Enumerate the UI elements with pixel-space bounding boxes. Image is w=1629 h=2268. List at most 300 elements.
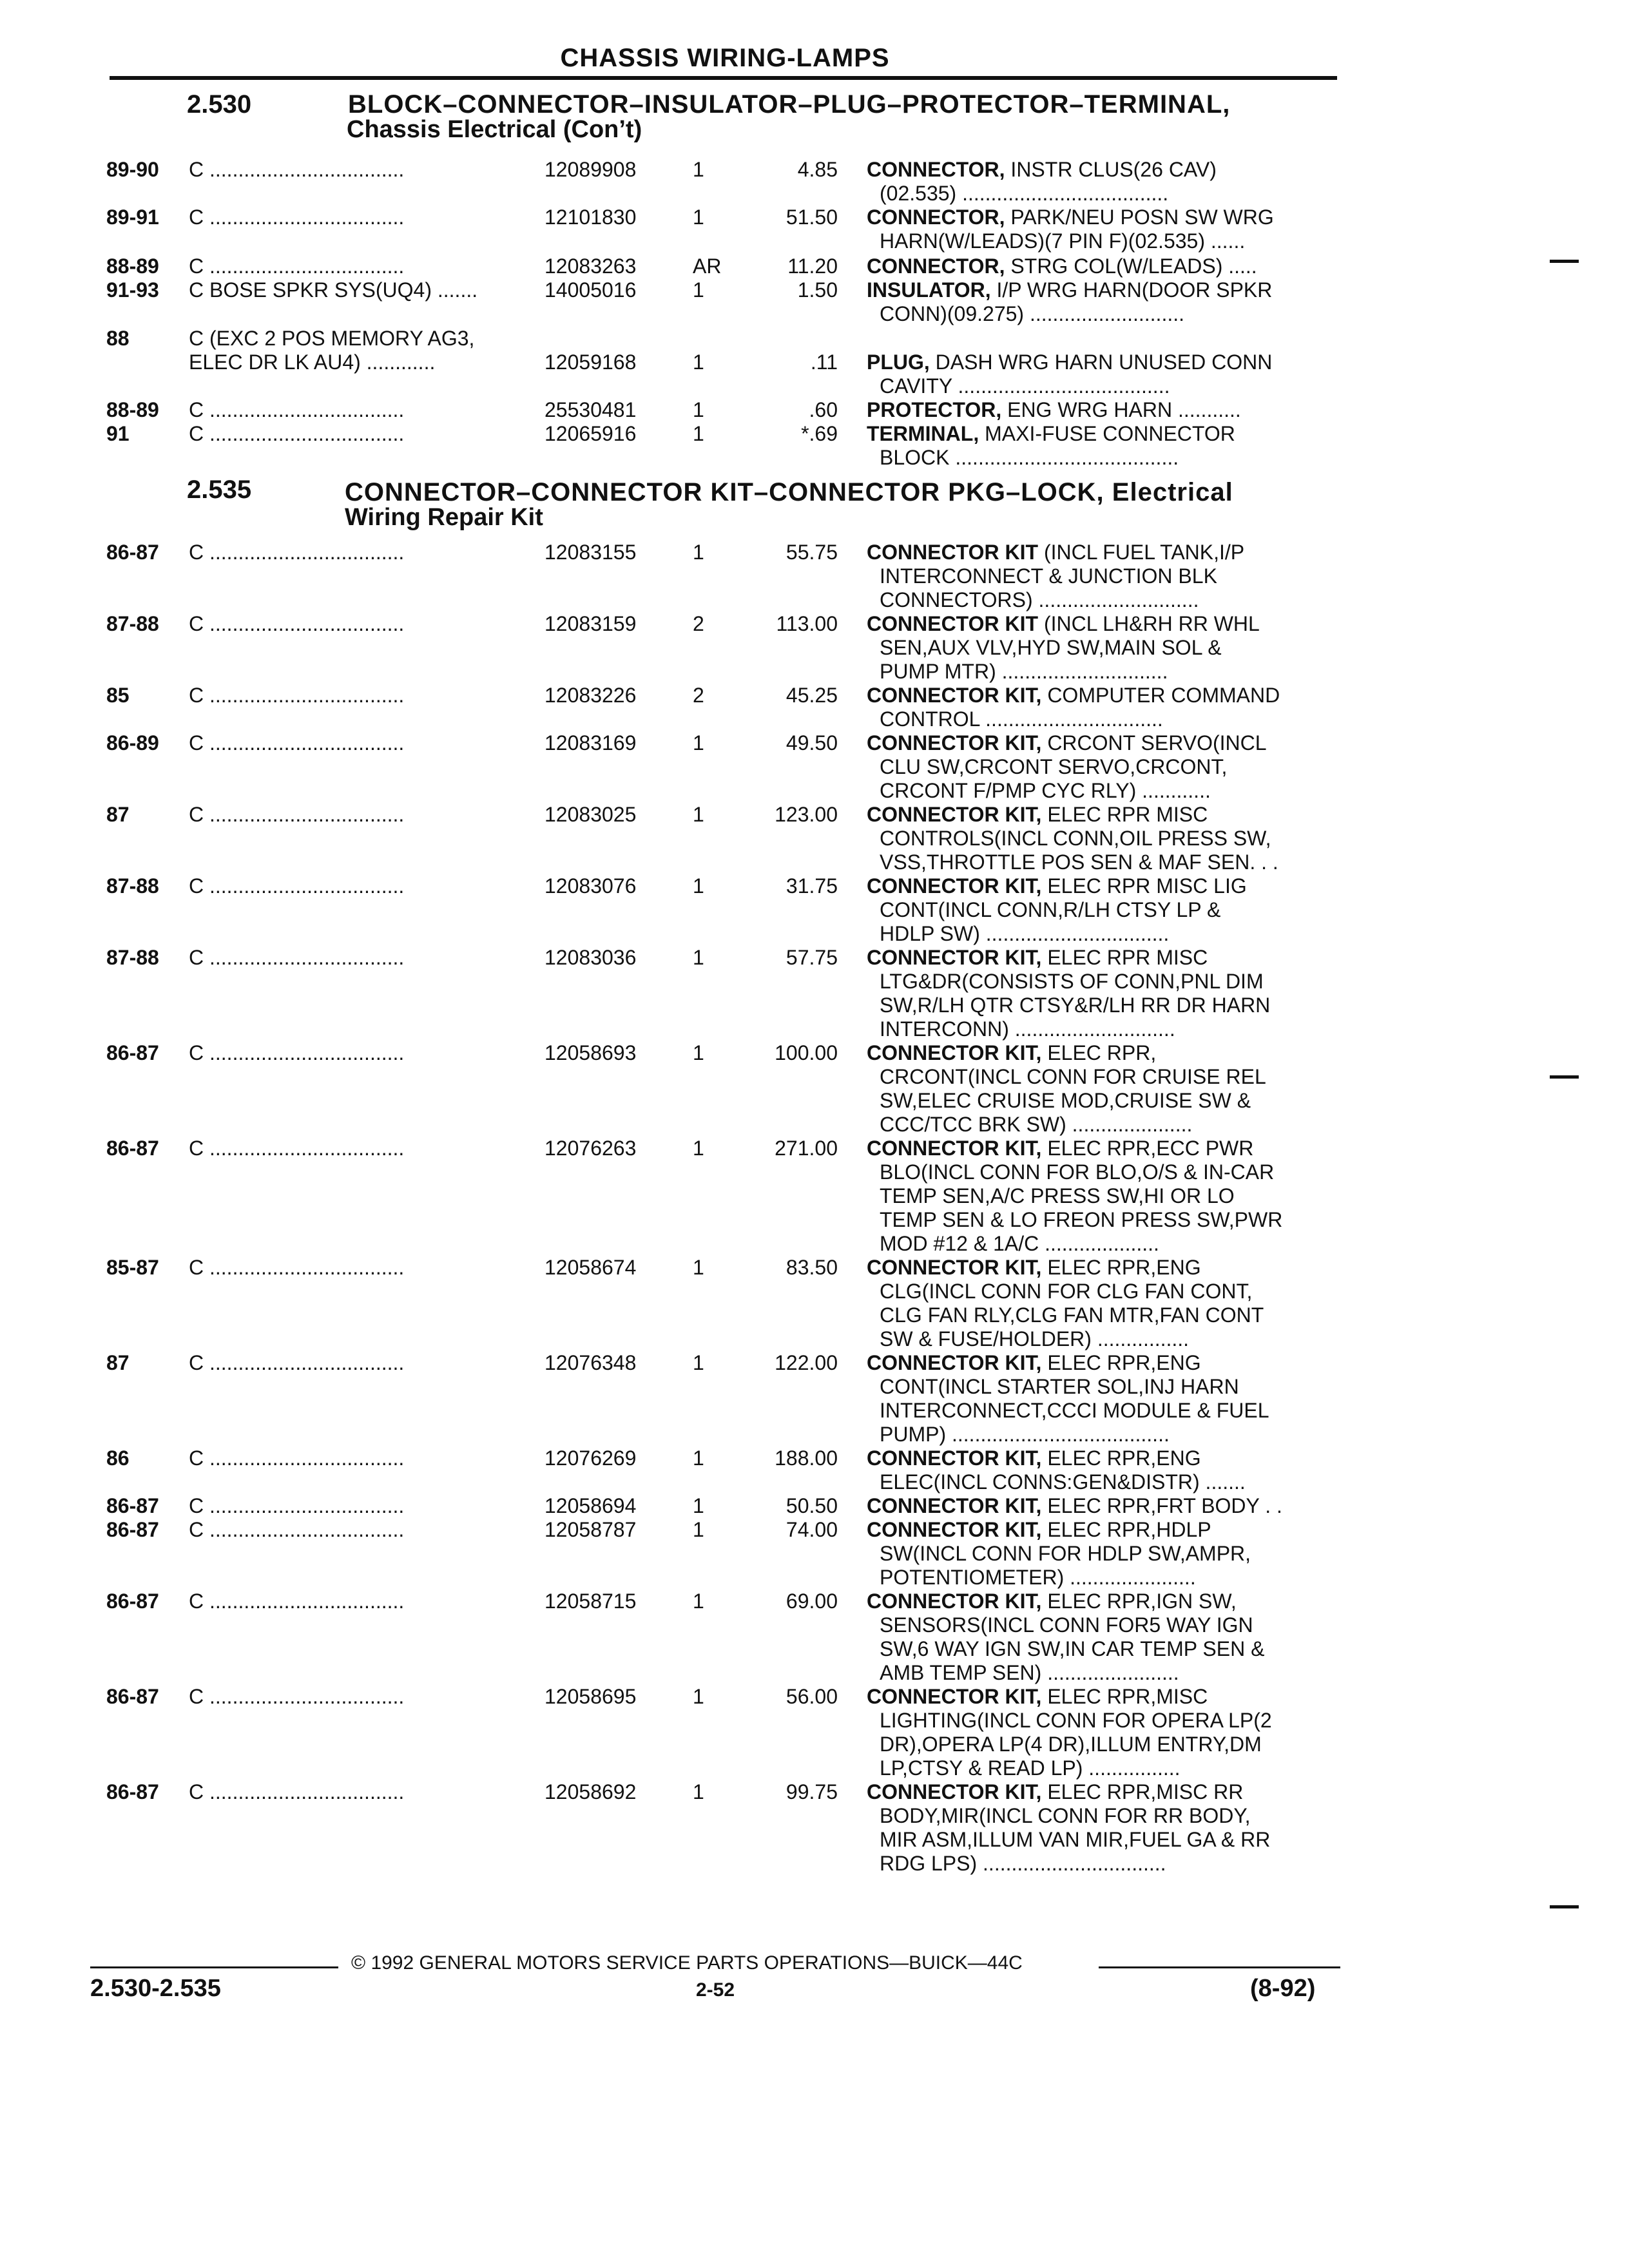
part-detail: INSTR CLUS(26 CAV) — [1005, 158, 1217, 181]
part-number: 12083226 — [545, 684, 637, 707]
quantity: 1 — [693, 1041, 704, 1064]
price: 271.00 — [775, 1137, 838, 1160]
description-continuation-row — [0, 1112, 1629, 1138]
model-years: 87-88 — [106, 946, 159, 969]
description-continuation: PUMP) ...................................... — [880, 1423, 1170, 1446]
price: 83.50 — [786, 1256, 838, 1279]
part-detail: COMPUTER COMMAND — [1041, 684, 1280, 707]
usage-code: C .................................. — [189, 684, 405, 707]
part-number: 12083169 — [545, 731, 637, 754]
description — [867, 540, 1244, 564]
description-continuation-row — [0, 1541, 1629, 1567]
description-continuation-row — [0, 993, 1629, 1019]
description-continuation-row — [0, 229, 1629, 255]
part-detail: ELEC RPR MISC — [1041, 803, 1208, 826]
model-years: 86-87 — [106, 541, 159, 564]
price: 188.00 — [775, 1446, 838, 1470]
part-row — [0, 326, 1629, 352]
usage-code: C .................................. — [189, 398, 405, 421]
price: 69.00 — [786, 1590, 838, 1613]
usage-code: C .................................. — [189, 1446, 405, 1470]
usage-code: C .................................. — [189, 1256, 405, 1279]
description-continuation-row — [0, 1160, 1629, 1186]
usage-code: C .................................. — [189, 1494, 405, 1517]
part-row — [0, 1494, 1629, 1519]
part-detail: (INCL FUEL TANK,I/P — [1038, 541, 1245, 564]
description-continuation: CLU SW,CRCONT SERVO,CRCONT, — [880, 755, 1228, 778]
description — [867, 398, 1241, 422]
part-name: CONNECTOR KIT — [867, 541, 1039, 564]
description-continuation-row — [0, 1756, 1629, 1782]
quantity: 1 — [693, 1256, 704, 1279]
part-detail: ELEC RPR,ENG — [1041, 1446, 1201, 1470]
description-continuation-row — [0, 374, 1629, 399]
description-continuation: LP,CTSY & READ LP) ................ — [880, 1756, 1181, 1780]
price: 122.00 — [775, 1351, 838, 1374]
part-row — [0, 540, 1629, 566]
description — [867, 874, 1247, 898]
quantity: 1 — [693, 1494, 704, 1517]
description-continuation-row — [0, 1803, 1629, 1829]
footer-date-code: (8-92) — [1250, 1975, 1316, 2002]
part-name: CONNECTOR KIT, — [867, 1351, 1042, 1374]
usage-code: C .................................. — [189, 803, 405, 826]
description-continuation: TEMP SEN,A/C PRESS SW,HI OR LO — [880, 1184, 1235, 1207]
part-row — [0, 1350, 1629, 1376]
usage-code: C .................................. — [189, 1041, 405, 1064]
section-title-2535-tail: Electrical — [1112, 478, 1233, 506]
usage-code: C .................................. — [189, 612, 405, 635]
price: 99.75 — [786, 1780, 838, 1803]
page-title: CHASSIS WIRING-LAMPS — [560, 44, 890, 72]
description-continuation: POTENTIOMETER) ...................... — [880, 1566, 1196, 1589]
description-continuation-row — [0, 1374, 1629, 1400]
part-name: CONNECTOR KIT, — [867, 684, 1042, 707]
model-years: 89-91 — [106, 206, 159, 229]
part-number: 12076269 — [545, 1446, 637, 1470]
description — [867, 1136, 1253, 1160]
price: .11 — [810, 351, 838, 374]
description — [867, 157, 1217, 182]
description-continuation-row — [0, 754, 1629, 780]
description-continuation-row — [0, 1732, 1629, 1758]
part-number: 12058693 — [545, 1041, 637, 1064]
model-years: 86-87 — [106, 1590, 159, 1613]
description-continuation: SENSORS(INCL CONN FOR5 WAY IGN — [880, 1613, 1253, 1637]
description-continuation: LIGHTING(INCL CONN FOR OPERA LP(2 — [880, 1709, 1272, 1732]
part-name: TERMINAL, — [867, 422, 979, 445]
description-continuation-row — [0, 1398, 1629, 1424]
usage-code: C .................................. — [189, 1685, 405, 1708]
description-continuation-row — [0, 1207, 1629, 1233]
model-years: 86-89 — [106, 731, 159, 754]
part-row — [0, 683, 1629, 709]
description-continuation: INTERCONN) ............................ — [880, 1017, 1175, 1041]
quantity: 1 — [693, 874, 704, 898]
description-continuation-row — [0, 1827, 1629, 1853]
part-name: CONNECTOR, — [867, 255, 1005, 278]
description-continuation: PUMP MTR) ............................. — [880, 660, 1168, 683]
usage-code: C .................................. — [189, 1137, 405, 1160]
model-years: 86-87 — [106, 1780, 159, 1803]
description-continuation-row — [0, 1708, 1629, 1734]
description-continuation-row — [0, 826, 1629, 852]
margin-mark — [1550, 1075, 1579, 1079]
part-number: 12083155 — [545, 541, 637, 564]
description-continuation: DR),OPERA LP(4 DR),ILLUM ENTRY,DM — [880, 1733, 1262, 1756]
usage-code: C .................................. — [189, 731, 405, 754]
description-continuation: INTERCONNECT & JUNCTION BLK — [880, 564, 1217, 588]
part-name: CONNECTOR KIT, — [867, 874, 1042, 898]
description-continuation-row — [0, 1660, 1629, 1686]
description — [867, 683, 1280, 707]
description-continuation-row — [0, 1327, 1629, 1352]
model-years: 86 — [106, 1446, 130, 1470]
description — [867, 731, 1267, 755]
usage-code: C .................................. — [189, 158, 405, 181]
description-continuation: MOD #12 & 1A/C .................... — [880, 1232, 1159, 1255]
model-years: 88-89 — [106, 255, 159, 278]
description-continuation: ELEC(INCL CONNS:GEN&DISTR) ....... — [880, 1470, 1246, 1494]
quantity: 1 — [693, 398, 704, 421]
usage-code: C .................................. — [189, 422, 405, 445]
footer-section-range: 2.530-2.535 — [90, 1975, 221, 2002]
part-name: CONNECTOR KIT, — [867, 803, 1042, 826]
margin-mark — [1550, 1905, 1579, 1908]
part-name: PROTECTOR, — [867, 398, 1002, 421]
usage-code: ELEC DR LK AU4) ............ — [189, 351, 436, 374]
description-continuation-row — [0, 1470, 1629, 1495]
part-number: 12058692 — [545, 1780, 637, 1803]
part-number: 12083159 — [545, 612, 637, 635]
part-row — [0, 350, 1629, 376]
quantity: 1 — [693, 1351, 704, 1374]
description-continuation: CONNECTORS) ............................ — [880, 588, 1199, 611]
part-detail: ELEC RPR MISC LIG — [1041, 874, 1247, 898]
description-continuation: SW,R/LH QTR CTSY&R/LH RR DR HARN — [880, 994, 1271, 1017]
part-name: CONNECTOR KIT, — [867, 1137, 1042, 1160]
part-detail: ELEC RPR,ECC PWR — [1041, 1137, 1254, 1160]
section-subtitle-2530: Chassis Electrical (Con’t) — [347, 116, 642, 143]
part-number: 12083036 — [545, 946, 637, 969]
description-continuation: HARN(W/LEADS)(7 PIN F)(02.535) ...... — [880, 229, 1246, 253]
part-name: CONNECTOR KIT, — [867, 731, 1042, 754]
description-continuation-row — [0, 1279, 1629, 1305]
description-continuation: SEN,AUX VLV,HYD SW,MAIN SOL & — [880, 636, 1222, 659]
model-years: 91 — [106, 422, 130, 445]
part-detail: ELEC RPR,ENG — [1041, 1351, 1201, 1374]
part-number: 12076263 — [545, 1137, 637, 1160]
description-continuation: CCC/TCC BRK SW) ..................... — [880, 1113, 1193, 1136]
description-continuation: HDLP SW) ................................ — [880, 922, 1170, 945]
model-years: 86-87 — [106, 1494, 159, 1517]
description-continuation-row — [0, 850, 1629, 876]
description — [867, 421, 1235, 446]
price: 49.50 — [786, 731, 838, 754]
part-row — [0, 398, 1629, 423]
description-continuation: CRCONT(INCL CONN FOR CRUISE REL — [880, 1065, 1266, 1088]
part-number: 12083025 — [545, 803, 637, 826]
part-detail: ENG WRG HARN ........... — [1001, 398, 1241, 421]
part-detail: I/P WRG HARN(DOOR SPKR — [990, 278, 1273, 302]
description-continuation: LTG&DR(CONSISTS OF CONN,PNL DIM — [880, 970, 1264, 993]
price: 11.20 — [787, 255, 838, 278]
part-row — [0, 1684, 1629, 1710]
description — [867, 611, 1260, 636]
part-name: CONNECTOR KIT, — [867, 1446, 1042, 1470]
quantity: 1 — [693, 1590, 704, 1613]
part-number: 12076348 — [545, 1351, 637, 1374]
part-name: CONNECTOR, — [867, 206, 1005, 229]
description-continuation-row — [0, 1422, 1629, 1448]
price: 74.00 — [786, 1518, 838, 1541]
model-years: 88-89 — [106, 398, 159, 421]
margin-mark — [1550, 260, 1579, 263]
model-years: 87 — [106, 803, 130, 826]
description-continuation: CONT(INCL STARTER SOL,INJ HARN — [880, 1375, 1239, 1398]
part-number: 12058695 — [545, 1685, 637, 1708]
description-continuation-row — [0, 302, 1629, 327]
description-continuation-row — [0, 1565, 1629, 1591]
description-continuation: SW(INCL CONN FOR HDLP SW,AMPR, — [880, 1542, 1251, 1565]
price: 56.00 — [786, 1685, 838, 1708]
quantity: 1 — [693, 422, 704, 445]
description-continuation: BLO(INCL CONN FOR BLO,O/S & IN-CAR — [880, 1160, 1275, 1184]
section-title-2530: BLOCK–CONNECTOR–INSULATOR–PLUG–PROTECTOR–TERMINAL, — [348, 90, 1231, 119]
footer-rule-left — [90, 1966, 338, 1968]
part-name: CONNECTOR KIT, — [867, 1685, 1042, 1708]
quantity: 1 — [693, 1137, 704, 1160]
usage-code: C .................................. — [189, 206, 405, 229]
model-years: 86-87 — [106, 1137, 159, 1160]
part-row — [0, 1446, 1629, 1472]
usage-code: C .................................. — [189, 1590, 405, 1613]
description-continuation: CLG(INCL CONN FOR CLG FAN CONT, — [880, 1280, 1253, 1303]
description-continuation-row — [0, 898, 1629, 923]
price: 57.75 — [786, 946, 838, 969]
part-number: 25530481 — [545, 398, 637, 421]
price: .60 — [809, 398, 838, 421]
part-row — [0, 157, 1629, 183]
price: *.69 — [801, 422, 838, 445]
part-detail: ELEC RPR,ENG — [1041, 1256, 1201, 1279]
part-row — [0, 802, 1629, 828]
description-continuation-row — [0, 181, 1629, 207]
price: 55.75 — [786, 541, 838, 564]
quantity: 2 — [693, 684, 704, 707]
price: 123.00 — [775, 803, 838, 826]
description — [867, 1517, 1211, 1542]
price: 113.00 — [776, 612, 838, 635]
part-number: 12089908 — [545, 158, 637, 181]
part-name: CONNECTOR KIT, — [867, 1518, 1042, 1541]
part-number: 12083076 — [545, 874, 637, 898]
part-detail: MAXI-FUSE CONNECTOR — [979, 422, 1235, 445]
description-continuation: SW,6 WAY IGN SW,IN CAR TEMP SEN & — [880, 1637, 1265, 1660]
description-continuation-row — [0, 1637, 1629, 1662]
part-number: 12083263 — [545, 255, 637, 278]
section-title-2535-main: CONNECTOR–CONNECTOR KIT–CONNECTOR PKG–LOCK, — [345, 478, 1104, 506]
header-rule — [110, 76, 1337, 80]
part-number: 12058715 — [545, 1590, 637, 1613]
price: 1.50 — [797, 278, 838, 302]
part-row — [0, 1136, 1629, 1162]
section-number-2530: 2.530 — [187, 90, 252, 119]
description — [867, 1494, 1282, 1518]
part-detail: ELEC RPR,FRT BODY . . — [1041, 1494, 1282, 1517]
description-continuation: CONN)(09.275) ........................... — [880, 302, 1184, 325]
description — [867, 1350, 1201, 1375]
part-detail: ELEC RPR, — [1041, 1041, 1157, 1064]
part-row — [0, 945, 1629, 971]
model-years: 85-87 — [106, 1256, 159, 1279]
description-continuation-row — [0, 707, 1629, 733]
model-years: 86-87 — [106, 1518, 159, 1541]
footer-copyright: © 1992 GENERAL MOTORS SERVICE PARTS OPERATIONS—BUICK—44C — [351, 1952, 1023, 1974]
section-subtitle-2535: Wiring Repair Kit — [345, 504, 543, 531]
part-detail: PARK/NEU POSN SW WRG — [1005, 206, 1274, 229]
part-row — [0, 205, 1629, 231]
model-years: 87-88 — [106, 874, 159, 898]
part-name: CONNECTOR KIT, — [867, 946, 1042, 969]
part-detail: ELEC RPR,IGN SW, — [1041, 1590, 1237, 1613]
quantity: 1 — [693, 158, 704, 181]
description-continuation: VSS,THROTTLE POS SEN & MAF SEN. . . — [880, 850, 1278, 874]
description-continuation: CLG FAN RLY,CLG FAN MTR,FAN CONT — [880, 1303, 1264, 1327]
description — [867, 802, 1208, 827]
description-continuation-row — [0, 1303, 1629, 1329]
part-name: CONNECTOR KIT, — [867, 1780, 1042, 1803]
quantity: 1 — [693, 1518, 704, 1541]
quantity: 1 — [693, 1446, 704, 1470]
description-continuation-row — [0, 969, 1629, 995]
usage-code: C .................................. — [189, 255, 405, 278]
price: 51.50 — [786, 206, 838, 229]
description — [867, 254, 1257, 278]
description-continuation: CAVITY ..................................... — [880, 374, 1170, 398]
description — [867, 1446, 1201, 1470]
description-continuation: CONTROLS(INCL CONN,OIL PRESS SW, — [880, 827, 1271, 850]
description — [867, 1684, 1208, 1709]
part-number: 12059168 — [545, 351, 637, 374]
description-continuation-row — [0, 564, 1629, 590]
part-detail: CRCONT SERVO(INCL — [1041, 731, 1267, 754]
model-years: 91-93 — [106, 278, 159, 302]
price: 50.50 — [786, 1494, 838, 1517]
model-years: 86-87 — [106, 1685, 159, 1708]
usage-code: C .................................. — [189, 1518, 405, 1541]
part-row — [0, 421, 1629, 447]
description-continuation-row — [0, 588, 1629, 613]
part-detail: ELEC RPR MISC — [1041, 946, 1208, 969]
quantity: 1 — [693, 278, 704, 302]
part-row — [0, 254, 1629, 280]
description-continuation-row — [0, 1017, 1629, 1043]
description-continuation: CRCONT F/PMP CYC RLY) ............ — [880, 779, 1211, 802]
part-detail: ELEC RPR,MISC — [1041, 1685, 1208, 1708]
description-continuation: CONTROL ............................... — [880, 707, 1163, 731]
part-detail: STRG COL(W/LEADS) ..... — [1005, 255, 1257, 278]
description-continuation: BODY,MIR(INCL CONN FOR RR BODY, — [880, 1804, 1251, 1827]
description-continuation: RDG LPS) ................................ — [880, 1852, 1166, 1875]
description-continuation: INTERCONNECT,CCCI MODULE & FUEL — [880, 1399, 1269, 1422]
part-row — [0, 1780, 1629, 1805]
quantity: 1 — [693, 803, 704, 826]
description-continuation-row — [0, 1231, 1629, 1257]
part-row — [0, 611, 1629, 637]
description-continuation-row — [0, 1613, 1629, 1639]
part-row — [0, 731, 1629, 756]
usage-code: C .................................. — [189, 1351, 405, 1374]
description-continuation: AMB TEMP SEN) ....................... — [880, 1661, 1179, 1684]
part-detail: ELEC RPR,MISC RR — [1041, 1780, 1244, 1803]
usage-code: C BOSE SPKR SYS(UQ4) ....... — [189, 278, 478, 302]
price: 4.85 — [797, 158, 838, 181]
part-name: INSULATOR, — [867, 278, 991, 302]
description-continuation-row — [0, 1088, 1629, 1114]
description-continuation-row — [0, 1851, 1629, 1877]
part-row — [0, 1255, 1629, 1281]
part-number: 12058694 — [545, 1494, 637, 1517]
description-continuation-row — [0, 635, 1629, 661]
price: 45.25 — [786, 684, 838, 707]
quantity: 1 — [693, 946, 704, 969]
quantity: AR — [693, 255, 722, 278]
description-continuation: MIR ASM,ILLUM VAN MIR,FUEL GA & RR — [880, 1828, 1271, 1851]
part-row — [0, 1041, 1629, 1066]
part-detail: DASH WRG HARN UNUSED CONN — [929, 351, 1273, 374]
description — [867, 1255, 1201, 1280]
quantity: 1 — [693, 206, 704, 229]
description-continuation-row — [0, 1184, 1629, 1209]
part-number: 12058674 — [545, 1256, 637, 1279]
part-row — [0, 1589, 1629, 1615]
usage-code: C .................................. — [189, 1780, 405, 1803]
part-number: 12065916 — [545, 422, 637, 445]
part-name: CONNECTOR KIT, — [867, 1041, 1042, 1064]
description — [867, 1041, 1156, 1065]
model-years: 88 — [106, 327, 130, 350]
usage-code: C (EXC 2 POS MEMORY AG3, — [189, 327, 475, 350]
part-number: 12058787 — [545, 1518, 637, 1541]
description-continuation-row — [0, 778, 1629, 804]
quantity: 1 — [693, 731, 704, 754]
price: 31.75 — [786, 874, 838, 898]
section-number-2535: 2.535 — [187, 476, 252, 504]
part-name: CONNECTOR KIT, — [867, 1590, 1042, 1613]
quantity: 1 — [693, 351, 704, 374]
part-name: CONNECTOR KIT, — [867, 1256, 1042, 1279]
description — [867, 945, 1208, 970]
model-years: 87-88 — [106, 612, 159, 635]
usage-code: C .................................. — [189, 874, 405, 898]
part-name: CONNECTOR, — [867, 158, 1005, 181]
footer-page-number: 2-52 — [696, 1979, 735, 2001]
quantity: 2 — [693, 612, 704, 635]
quantity: 1 — [693, 541, 704, 564]
part-name: CONNECTOR KIT, — [867, 1494, 1042, 1517]
price: 100.00 — [775, 1041, 838, 1064]
part-number: 12101830 — [545, 206, 637, 229]
description — [867, 1589, 1237, 1613]
part-number: 14005016 — [545, 278, 637, 302]
description-continuation: (02.535) .................................... — [880, 182, 1169, 205]
description — [867, 1780, 1243, 1804]
model-years: 85 — [106, 684, 130, 707]
description — [867, 205, 1274, 229]
description-continuation: SW,ELEC CRUISE MOD,CRUISE SW & — [880, 1089, 1251, 1112]
description-continuation: TEMP SEN & LO FREON PRESS SW,PWR — [880, 1208, 1283, 1231]
